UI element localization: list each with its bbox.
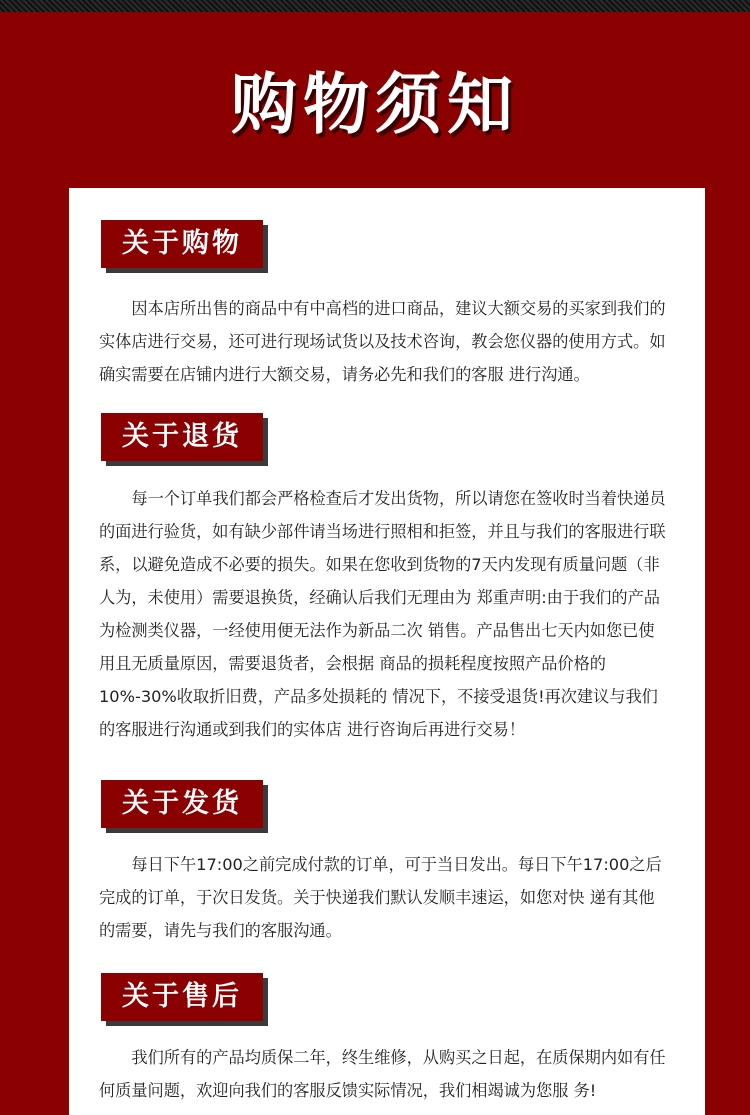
content-panel xyxy=(69,188,705,1115)
section-body-returns: 每一个订单我们都会严格检查后才发出货物，所以请您在签收时当着快递员的面进行验货，如有缺少部件请当场进行照相和拒签，并且与我们的客服进行联系，以避免造成不必要的损失。如果在您收到货物的7天内发现有质量问题（非人为，未使用）需要退换货，经确认后我们无理由为 郑重声明:由于我们的产品为检测类仪器，一经使用便无法作为新品二次 销售。产品售出七天内如您已使用且无质量原因，需要退货者，会根据 商品的损耗程度按照产品价格的10%-30%收取折旧费，产品多处损耗的 情况下，不接受退货!再次建议与我们的客服进行沟通或到我们的实体店 进行咨询后再进行交易！ xyxy=(99,489,666,739)
top-decorative-strip xyxy=(0,0,750,12)
section-heading-returns: 关于退货 xyxy=(122,421,242,452)
section-header-returns xyxy=(101,413,263,461)
section-header-shopping xyxy=(101,220,263,268)
section-body-shipping: 每日下午17:00之前完成付款的订单，可于当日发出。每日下午17:00之后完成的订单，于次日发货。关于快递我们默认发顺丰速运，如您对快 递有其他的需要，请先与我们的客服沟通。 xyxy=(99,855,662,940)
section-header-shipping xyxy=(101,780,263,828)
section-body-shopping: 因本店所出售的商品中有中高档的进口商品，建议大额交易的买家到我们的实体店进行交易，还可进行现场试货以及技术咨询，教会您仪器的使用方式。如确实需要在店铺内进行大额交易，请务必先和我们的客服 进行沟通。 xyxy=(99,299,666,384)
section-heading-shipping: 关于发货 xyxy=(122,788,242,819)
page-title: 购物须知 xyxy=(231,66,519,143)
section-heading-shopping: 关于购物 xyxy=(122,228,242,259)
section-header-aftersales xyxy=(101,973,263,1021)
section-body-aftersales: 我们所有的产品均质保二年，终生维修，从购买之日起，在质保期内如有任何质量问题，欢迎向我们的客服反馈实际情况，我们相竭诚为您服 务! xyxy=(99,1048,666,1100)
section-heading-aftersales: 关于售后 xyxy=(122,981,242,1012)
